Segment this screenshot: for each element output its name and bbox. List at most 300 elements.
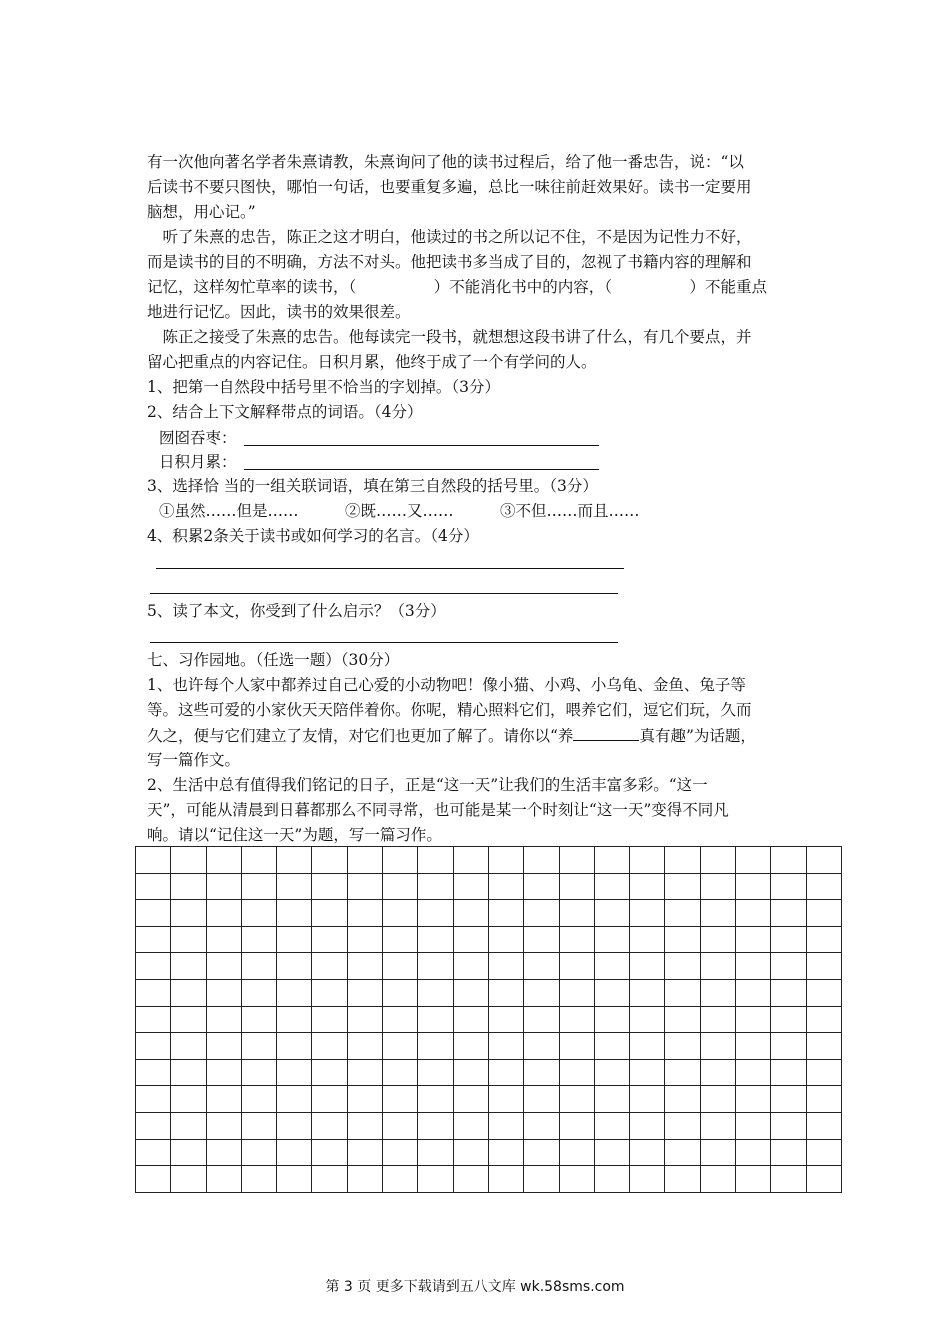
- grid-cell[interactable]: [736, 1139, 771, 1166]
- grid-cell[interactable]: [559, 1086, 594, 1113]
- grid-cell[interactable]: [665, 1166, 700, 1193]
- grid-cell[interactable]: [630, 1006, 665, 1033]
- grid-cell[interactable]: [736, 1112, 771, 1139]
- grid-cell[interactable]: [488, 1033, 523, 1060]
- topic1-line-3: [147, 725, 756, 746]
- grid-cell[interactable]: [488, 1086, 523, 1113]
- grid-cell[interactable]: [806, 873, 841, 900]
- grid-cell[interactable]: [383, 953, 418, 980]
- grid-cell[interactable]: [277, 926, 312, 953]
- grid-cell[interactable]: [383, 900, 418, 927]
- grid-cell[interactable]: [241, 900, 276, 927]
- grid-cell[interactable]: [594, 1139, 629, 1166]
- answer-line-5[interactable]: [150, 642, 618, 643]
- grid-cell[interactable]: [559, 1033, 594, 1060]
- grid-cell[interactable]: [806, 847, 841, 874]
- grid-cell[interactable]: [736, 1166, 771, 1193]
- grid-cell[interactable]: [488, 1166, 523, 1193]
- grid-cell[interactable]: [630, 1112, 665, 1139]
- grid-cell[interactable]: [524, 1059, 559, 1086]
- grid-cell[interactable]: [559, 1139, 594, 1166]
- grid-cell[interactable]: [347, 926, 382, 953]
- passage-line-3: 脑想，用心记。”: [147, 203, 256, 221]
- grid-cell[interactable]: [241, 1139, 276, 1166]
- grid-cell[interactable]: [559, 926, 594, 953]
- grid-cell[interactable]: [383, 1006, 418, 1033]
- passage-line-2: 后读书不要只图快，哪怕一句话，也要重复多遍，总比一味往前赶效果好。读书一定要用: [147, 178, 752, 196]
- grid-cell[interactable]: [700, 847, 735, 874]
- grid-cell[interactable]: [418, 1112, 453, 1139]
- grid-cell[interactable]: [241, 1086, 276, 1113]
- grid-cell[interactable]: [347, 900, 382, 927]
- grid-cell[interactable]: [418, 1086, 453, 1113]
- grid-cell[interactable]: [171, 1059, 206, 1086]
- grid-cell[interactable]: [171, 1166, 206, 1193]
- grid-cell[interactable]: [453, 926, 488, 953]
- grid-cell[interactable]: [347, 873, 382, 900]
- grid-cell[interactable]: [312, 1086, 347, 1113]
- grid-cell[interactable]: [277, 900, 312, 927]
- grid-cell[interactable]: [383, 1033, 418, 1060]
- grid-cell[interactable]: [665, 953, 700, 980]
- grid-row: [136, 873, 842, 900]
- answer-line-2a[interactable]: [244, 445, 599, 446]
- grid-cell[interactable]: [559, 847, 594, 874]
- grid-cell[interactable]: [171, 979, 206, 1006]
- grid-cell[interactable]: [736, 926, 771, 953]
- grid-cell[interactable]: [453, 1033, 488, 1060]
- grid-cell[interactable]: [277, 953, 312, 980]
- grid-cell[interactable]: [736, 979, 771, 1006]
- grid-cell[interactable]: [453, 1166, 488, 1193]
- grid-cell[interactable]: [771, 926, 806, 953]
- grid-cell[interactable]: [206, 1059, 241, 1086]
- grid-cell[interactable]: [700, 900, 735, 927]
- passage-line-7: 地进行记忆。因此，读书的效果很差。: [147, 303, 411, 321]
- passage-line-5: 而是读书的目的不明确，方法不对头。他把读书多当成了目的，忽视了书籍内容的理解和: [147, 253, 752, 271]
- grid-cell[interactable]: [524, 873, 559, 900]
- grid-cell[interactable]: [453, 953, 488, 980]
- grid-cell[interactable]: [806, 979, 841, 1006]
- grid-cell[interactable]: [806, 1033, 841, 1060]
- grid-cell[interactable]: [594, 1166, 629, 1193]
- grid-cell[interactable]: [347, 1166, 382, 1193]
- grid-cell[interactable]: [806, 1006, 841, 1033]
- grid-cell[interactable]: [383, 1166, 418, 1193]
- grid-cell[interactable]: [630, 1033, 665, 1060]
- grid-cell[interactable]: [524, 1033, 559, 1060]
- grid-cell[interactable]: [559, 1166, 594, 1193]
- grid-cell[interactable]: [488, 900, 523, 927]
- topic1-suffix: 真有趣”为话题，: [639, 727, 756, 745]
- grid-cell[interactable]: [171, 926, 206, 953]
- grid-cell[interactable]: [136, 926, 171, 953]
- grid-cell[interactable]: [277, 1059, 312, 1086]
- grid-cell[interactable]: [312, 979, 347, 1006]
- grid-cell[interactable]: [488, 926, 523, 953]
- grid-cell[interactable]: [594, 873, 629, 900]
- grid-cell[interactable]: [277, 873, 312, 900]
- topic1-line-4: 写一篇作文。: [147, 751, 241, 769]
- grid-cell[interactable]: [806, 926, 841, 953]
- grid-cell[interactable]: [312, 1112, 347, 1139]
- grid-cell[interactable]: [630, 873, 665, 900]
- grid-cell[interactable]: [136, 1139, 171, 1166]
- grid-cell[interactable]: [524, 926, 559, 953]
- grid-cell[interactable]: [347, 1033, 382, 1060]
- grid-cell[interactable]: [312, 847, 347, 874]
- grid-cell[interactable]: [206, 1006, 241, 1033]
- grid-cell[interactable]: [383, 1112, 418, 1139]
- grid-cell[interactable]: [630, 900, 665, 927]
- grid-cell[interactable]: [418, 1166, 453, 1193]
- grid-cell[interactable]: [524, 953, 559, 980]
- grid-cell[interactable]: [771, 1033, 806, 1060]
- grid-cell[interactable]: [312, 1166, 347, 1193]
- grid-cell[interactable]: [559, 1059, 594, 1086]
- grid-cell[interactable]: [665, 979, 700, 1006]
- grid-cell[interactable]: [241, 926, 276, 953]
- grid-cell[interactable]: [453, 1139, 488, 1166]
- grid-cell[interactable]: [559, 979, 594, 1006]
- grid-cell[interactable]: [277, 1166, 312, 1193]
- grid-cell[interactable]: [700, 1033, 735, 1060]
- grid-cell[interactable]: [594, 1059, 629, 1086]
- grid-cell[interactable]: [241, 847, 276, 874]
- grid-cell[interactable]: [453, 1112, 488, 1139]
- grid-cell[interactable]: [241, 1112, 276, 1139]
- topic2-line-1: 2、生活中总有值得我们铭记的日子，正是“这一天”让我们的生活丰富多彩。“这一: [147, 776, 708, 794]
- grid-cell[interactable]: [806, 900, 841, 927]
- grid-cell[interactable]: [630, 1059, 665, 1086]
- grid-cell[interactable]: [383, 979, 418, 1006]
- grid-cell[interactable]: [418, 873, 453, 900]
- grid-cell[interactable]: [418, 926, 453, 953]
- grid-cell[interactable]: [771, 1006, 806, 1033]
- grid-cell[interactable]: [806, 1086, 841, 1113]
- grid-cell[interactable]: [771, 1139, 806, 1166]
- grid-cell[interactable]: [206, 979, 241, 1006]
- grid-cell[interactable]: [700, 1139, 735, 1166]
- grid-cell[interactable]: [277, 1033, 312, 1060]
- grid-cell[interactable]: [736, 1059, 771, 1086]
- grid-cell[interactable]: [383, 1086, 418, 1113]
- grid-cell[interactable]: [136, 979, 171, 1006]
- grid-cell[interactable]: [136, 900, 171, 927]
- grid-cell[interactable]: [418, 847, 453, 874]
- grid-row: [136, 1139, 842, 1166]
- composition-heading: 七、习作园地。（任选一题）（30分）: [147, 651, 400, 669]
- grid-cell[interactable]: [347, 979, 382, 1006]
- topic2-line-2: 天”，可能从清晨到日暮都那么不同寻常，也可能是某一个时刻让“这一天”变得不同凡: [147, 801, 729, 819]
- question-4: 4、积累2条关于读书或如何学习的名言。（4分）: [147, 527, 479, 545]
- grid-cell[interactable]: [524, 1112, 559, 1139]
- answer-line-2b[interactable]: [244, 469, 599, 470]
- grid-cell[interactable]: [806, 1166, 841, 1193]
- grid-cell[interactable]: [594, 1086, 629, 1113]
- grid-cell[interactable]: [771, 873, 806, 900]
- topic-blank[interactable]: [573, 725, 639, 741]
- grid-cell[interactable]: [665, 900, 700, 927]
- grid-cell[interactable]: [665, 1086, 700, 1113]
- grid-cell[interactable]: [241, 1006, 276, 1033]
- grid-cell[interactable]: [312, 926, 347, 953]
- grid-cell[interactable]: [700, 979, 735, 1006]
- grid-cell[interactable]: [171, 900, 206, 927]
- answer-line-4a[interactable]: [156, 568, 624, 569]
- page-footer: 第 3 页 更多下载请到五八文库 wk.58sms.com: [325, 1279, 625, 1295]
- grid-cell[interactable]: [347, 1086, 382, 1113]
- grid-cell[interactable]: [418, 1139, 453, 1166]
- passage-line-4: 听了朱熹的忠告，陈正之这才明白，他读过的书之所以记不住，不是因为记性力不好，: [147, 228, 752, 246]
- grid-row: [136, 1033, 842, 1060]
- grid-cell[interactable]: [559, 1006, 594, 1033]
- grid-cell[interactable]: [524, 1086, 559, 1113]
- grid-cell[interactable]: [524, 1166, 559, 1193]
- grid-cell[interactable]: [700, 926, 735, 953]
- grid-cell[interactable]: [594, 847, 629, 874]
- grid-cell[interactable]: [559, 873, 594, 900]
- grid-row: [136, 1059, 842, 1086]
- grid-cell[interactable]: [347, 953, 382, 980]
- grid-cell[interactable]: [383, 1139, 418, 1166]
- grid-cell[interactable]: [453, 847, 488, 874]
- grid-cell[interactable]: [488, 873, 523, 900]
- grid-cell[interactable]: [453, 979, 488, 1006]
- grid-cell[interactable]: [136, 847, 171, 874]
- grid-cell[interactable]: [418, 979, 453, 1006]
- grid-cell[interactable]: [488, 847, 523, 874]
- grid-cell[interactable]: [524, 847, 559, 874]
- grid-cell[interactable]: [771, 953, 806, 980]
- grid-cell[interactable]: [453, 1006, 488, 1033]
- grid-cell[interactable]: [594, 979, 629, 1006]
- grid-cell[interactable]: [736, 1006, 771, 1033]
- grid-cell[interactable]: [206, 900, 241, 927]
- grid-cell[interactable]: [312, 900, 347, 927]
- grid-cell[interactable]: [700, 1112, 735, 1139]
- grid-cell[interactable]: [665, 926, 700, 953]
- grid-cell[interactable]: [771, 1086, 806, 1113]
- grid-cell[interactable]: [312, 1033, 347, 1060]
- grid-cell[interactable]: [136, 1033, 171, 1060]
- grid-row: [136, 979, 842, 1006]
- grid-cell[interactable]: [488, 1139, 523, 1166]
- grid-cell[interactable]: [524, 1139, 559, 1166]
- grid-cell[interactable]: [594, 900, 629, 927]
- grid-cell[interactable]: [277, 1139, 312, 1166]
- grid-row: [136, 1086, 842, 1113]
- grid-cell[interactable]: [700, 1166, 735, 1193]
- grid-cell[interactable]: [488, 1112, 523, 1139]
- grid-cell[interactable]: [347, 847, 382, 874]
- grid-cell[interactable]: [171, 1033, 206, 1060]
- grid-cell[interactable]: [206, 847, 241, 874]
- writing-grid[interactable]: [135, 846, 842, 1193]
- grid-cell[interactable]: [665, 1112, 700, 1139]
- grid-cell[interactable]: [171, 953, 206, 980]
- grid-cell[interactable]: [171, 1006, 206, 1033]
- grid-cell[interactable]: [241, 1166, 276, 1193]
- grid-cell[interactable]: [665, 1006, 700, 1033]
- grid-cell[interactable]: [241, 1059, 276, 1086]
- grid-cell[interactable]: [700, 1086, 735, 1113]
- grid-cell[interactable]: [136, 873, 171, 900]
- grid-cell[interactable]: [453, 873, 488, 900]
- grid-cell[interactable]: [206, 926, 241, 953]
- grid-cell[interactable]: [559, 1112, 594, 1139]
- grid-cell[interactable]: [736, 1086, 771, 1113]
- passage-line-9: 留心把重点的内容记住。日积月累，他终于成了一个有学问的人。: [147, 353, 597, 371]
- grid-cell[interactable]: [136, 1166, 171, 1193]
- grid-cell[interactable]: [383, 847, 418, 874]
- grid-cell[interactable]: [171, 847, 206, 874]
- grid-cell[interactable]: [206, 1033, 241, 1060]
- topic1-line-2: 等。这些可爱的小家伙天天陪伴着你。你呢，精心照料它们，喂养它们，逗它们玩，久而: [147, 701, 752, 719]
- grid-cell[interactable]: [524, 979, 559, 1006]
- answer-line-4b[interactable]: [150, 593, 618, 594]
- grid-cell[interactable]: [806, 953, 841, 980]
- grid-cell[interactable]: [594, 1006, 629, 1033]
- grid-cell[interactable]: [383, 926, 418, 953]
- grid-cell[interactable]: [806, 1059, 841, 1086]
- topic1-prefix: 久之，便与它们建立了友情，对它们也更加了解了。请你以“养: [147, 727, 574, 745]
- grid-cell[interactable]: [418, 953, 453, 980]
- grid-cell[interactable]: [630, 926, 665, 953]
- question-2-term-a: 囫囵吞枣：: [159, 429, 237, 447]
- grid-cell[interactable]: [136, 953, 171, 980]
- grid-cell[interactable]: [700, 1006, 735, 1033]
- grid-row: [136, 847, 842, 874]
- grid-cell[interactable]: [665, 1033, 700, 1060]
- grid-cell[interactable]: [630, 979, 665, 1006]
- grid-cell[interactable]: [771, 900, 806, 927]
- grid-cell[interactable]: [347, 1059, 382, 1086]
- grid-cell[interactable]: [418, 1006, 453, 1033]
- grid-row: [136, 1166, 842, 1193]
- grid-cell[interactable]: [630, 1166, 665, 1193]
- grid-cell[interactable]: [312, 1139, 347, 1166]
- grid-cell[interactable]: [559, 900, 594, 927]
- passage-line-1: 有一次他向著名学者朱熹请教，朱熹询问了他的读书过程后，给了他一番忠告，说：“以: [147, 153, 744, 171]
- grid-cell[interactable]: [806, 1112, 841, 1139]
- question-5: 5、读了本文，你受到了什么启示？（3分）: [147, 602, 446, 620]
- grid-cell[interactable]: [171, 1086, 206, 1113]
- grid-cell[interactable]: [771, 847, 806, 874]
- grid-cell[interactable]: [453, 900, 488, 927]
- grid-cell[interactable]: [312, 1006, 347, 1033]
- grid-cell[interactable]: [136, 1006, 171, 1033]
- grid-cell[interactable]: [806, 1139, 841, 1166]
- grid-cell[interactable]: [136, 1112, 171, 1139]
- grid-cell[interactable]: [594, 926, 629, 953]
- grid-cell[interactable]: [630, 953, 665, 980]
- grid-cell[interactable]: [277, 1006, 312, 1033]
- grid-cell[interactable]: [524, 1006, 559, 1033]
- grid-row: [136, 953, 842, 980]
- passage-line-8: 陈正之接受了朱熹的忠告。他每读完一段书，就想想这段书讲了什么，有几个要点，并: [147, 328, 752, 346]
- grid-cell[interactable]: [559, 953, 594, 980]
- grid-cell[interactable]: [771, 1112, 806, 1139]
- grid-cell[interactable]: [771, 1166, 806, 1193]
- grid-cell[interactable]: [347, 1112, 382, 1139]
- grid-cell[interactable]: [206, 873, 241, 900]
- grid-cell[interactable]: [312, 1059, 347, 1086]
- question-3-options: ①虽然……但是…… ②既……又…… ③不但……而且……: [159, 502, 640, 520]
- grid-cell[interactable]: [488, 1006, 523, 1033]
- grid-cell[interactable]: [665, 1139, 700, 1166]
- grid-cell[interactable]: [206, 1166, 241, 1193]
- grid-cell[interactable]: [665, 847, 700, 874]
- grid-cell[interactable]: [347, 1139, 382, 1166]
- grid-cell[interactable]: [277, 1086, 312, 1113]
- grid-cell[interactable]: [453, 1059, 488, 1086]
- grid-cell[interactable]: [418, 900, 453, 927]
- grid-cell[interactable]: [453, 1086, 488, 1113]
- grid-cell[interactable]: [665, 1059, 700, 1086]
- grid-cell[interactable]: [700, 953, 735, 980]
- grid-cell[interactable]: [277, 847, 312, 874]
- passage-line-6: 记忆，这样匆忙草率的读书，（ ）不能消化书中的内容，（ ）不能重点: [147, 278, 768, 296]
- grid-cell[interactable]: [241, 873, 276, 900]
- grid-cell[interactable]: [736, 900, 771, 927]
- grid-cell[interactable]: [630, 1139, 665, 1166]
- topic1-line-1: 1、也许每个人家中都养过自己心爱的小动物吧！像小猫、小鸡、小乌龟、金鱼、兔子等: [147, 676, 746, 694]
- grid-cell[interactable]: [736, 873, 771, 900]
- grid-cell[interactable]: [171, 873, 206, 900]
- grid-cell[interactable]: [488, 953, 523, 980]
- grid-cell[interactable]: [488, 979, 523, 1006]
- grid-cell[interactable]: [383, 1059, 418, 1086]
- grid-cell[interactable]: [488, 1059, 523, 1086]
- grid-cell[interactable]: [241, 979, 276, 1006]
- grid-cell[interactable]: [594, 1033, 629, 1060]
- grid-cell[interactable]: [594, 1112, 629, 1139]
- grid-cell[interactable]: [700, 873, 735, 900]
- grid-cell[interactable]: [771, 979, 806, 1006]
- grid-cell[interactable]: [630, 847, 665, 874]
- grid-cell[interactable]: [418, 1059, 453, 1086]
- grid-cell[interactable]: [171, 1112, 206, 1139]
- grid-cell[interactable]: [665, 873, 700, 900]
- grid-cell[interactable]: [736, 953, 771, 980]
- grid-cell[interactable]: [383, 873, 418, 900]
- grid-cell[interactable]: [277, 979, 312, 1006]
- grid-cell[interactable]: [171, 1139, 206, 1166]
- grid-cell[interactable]: [136, 1086, 171, 1113]
- grid-cell[interactable]: [206, 1139, 241, 1166]
- grid-cell[interactable]: [206, 953, 241, 980]
- grid-cell[interactable]: [700, 1059, 735, 1086]
- grid-cell[interactable]: [771, 1059, 806, 1086]
- grid-cell[interactable]: [594, 953, 629, 980]
- grid-cell[interactable]: [630, 1086, 665, 1113]
- grid-cell[interactable]: [736, 1033, 771, 1060]
- grid-cell[interactable]: [736, 847, 771, 874]
- grid-cell[interactable]: [206, 1112, 241, 1139]
- grid-cell[interactable]: [418, 1033, 453, 1060]
- grid-cell[interactable]: [206, 1086, 241, 1113]
- grid-cell[interactable]: [136, 1059, 171, 1086]
- question-3: 3、选择恰 当的一组关联词语，填在第三自然段的括号里。（3分）: [147, 477, 598, 495]
- grid-cell[interactable]: [312, 953, 347, 980]
- grid-cell[interactable]: [524, 900, 559, 927]
- grid-cell[interactable]: [347, 1006, 382, 1033]
- grid-cell[interactable]: [241, 953, 276, 980]
- grid-cell[interactable]: [241, 1033, 276, 1060]
- grid-cell[interactable]: [277, 1112, 312, 1139]
- grid-cell[interactable]: [312, 873, 347, 900]
